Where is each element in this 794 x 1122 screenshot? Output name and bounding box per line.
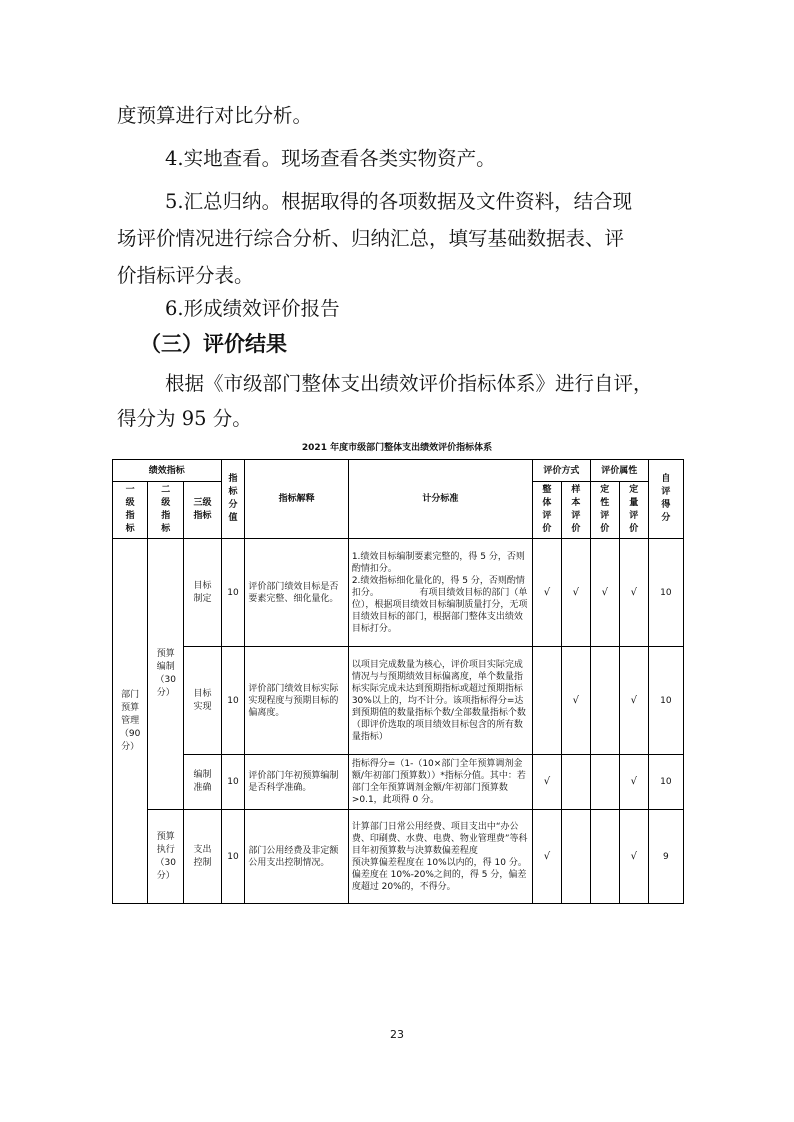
- value-cell: 10: [221, 755, 245, 810]
- check-overall: √: [532, 810, 561, 904]
- check-quantitative: √: [619, 539, 648, 647]
- check-sample: [561, 755, 590, 810]
- header-score-value: 指 标 分 值: [221, 460, 245, 539]
- paragraph-step-5-cont2: 价指标评分表。: [117, 264, 254, 287]
- header-qualitative: 定 性 评 价: [590, 482, 619, 539]
- paragraph-result: 根据《市级部门整体支出绩效评价指标体系》进行自评，: [165, 372, 653, 395]
- evaluation-table: [112, 459, 684, 904]
- check-sample: [561, 810, 590, 904]
- level2-cell-budget-prep: 预算 编制 （30 分）: [148, 539, 184, 810]
- header-eval-attr: 评价属性: [590, 460, 648, 482]
- header-self-score: 自 评 得 分: [648, 460, 683, 539]
- header-criteria: 计分标准: [348, 460, 532, 539]
- criteria-cell: 1.绩效目标编制要素完整的，得 5 分，否则酌情扣分。 2.绩效指标细化量化的，得 5 分，否则酌情扣分。 有项目绩效目标的部门（单位），根据项目绩效目标编制质量打分，无项目绩效目标的部门，根据部门整体支出绩效目标打分。: [348, 539, 532, 647]
- paragraph-step-4: 4.实地查看。现场查看各类实物资产。: [165, 147, 496, 170]
- table-row: [113, 539, 684, 647]
- check-qualitative: [590, 647, 619, 755]
- header-level2: 二 级 指 标: [148, 482, 184, 539]
- criteria-cell: 指标得分=（1-（10×部门全年预算调剂金额/年初部门预算数））*指标分值。其中：若部门全年预算调剂金额/年初部门预算数>0.1，此项得 0 分。: [348, 755, 532, 810]
- criteria-cell: 计算部门日常公用经费、项目支出中“办公费、印刷费、水费、电费、物业管理费”等科目年初预算数与决算数偏差程度 预决算偏差程度在 10%以内的，得 10 分。偏差度在 10%-20%之间的，得 5 分，偏差度超过 20%的，不得分。: [348, 810, 532, 904]
- level3-cell: 目标 制定: [184, 539, 221, 647]
- paragraph-line: 度预算进行对比分析。: [117, 104, 313, 127]
- check-sample: √: [561, 539, 590, 647]
- score-cell: 10: [648, 647, 683, 755]
- explain-cell: 评价部门绩效目标实际实现程度与预期目标的偏离度。: [245, 647, 348, 755]
- explain-cell: 部门公用经费及非定额公用支出控制情况。: [245, 810, 348, 904]
- page-number: 23: [390, 1028, 404, 1041]
- value-cell: 10: [221, 647, 245, 755]
- level2-cell-budget-exec: 预算 执行 （30 分）: [148, 810, 184, 904]
- check-overall: √: [532, 539, 561, 647]
- header-sample: 样 本 评 价: [561, 482, 590, 539]
- value-cell: 10: [221, 539, 245, 647]
- paragraph-step-5-cont: 场评价情况进行综合分析、归纳汇总，填写基础数据表、评: [117, 227, 625, 250]
- table-row: [113, 647, 684, 755]
- explain-cell: 评价部门绩效目标是否要素完整、细化量化。: [245, 539, 348, 647]
- header-level1: 一 级 指 标: [113, 482, 148, 539]
- criteria-cell: 以项目完成数量为核心，评价项目实际完成情况与与预期绩效目标偏离度，单个数量指标实际完成未达到预期指标或超过预期指标 30%以上的，均不计分。该项指标得分=达到预期值的数量指标个数/全部数量指标个数（即评价选取的项目绩效目标包含的所有数量指标）: [348, 647, 532, 755]
- check-quantitative: √: [619, 810, 648, 904]
- paragraph-result-cont: 得分为 95 分。: [117, 407, 252, 430]
- paragraph-step-6: 6.形成绩效评价报告: [165, 297, 340, 320]
- level3-cell: 支出 控制: [184, 810, 221, 904]
- header-explain: 指标解释: [245, 460, 348, 539]
- level3-cell: 目标 实现: [184, 647, 221, 755]
- check-overall: [532, 647, 561, 755]
- paragraph-step-5: 5.汇总归纳。根据取得的各项数据及文件资料，结合现: [165, 190, 633, 213]
- check-quantitative: √: [619, 647, 648, 755]
- table-title: 2021 年度市级部门整体支出绩效评价指标体系: [301, 443, 493, 453]
- header-level3: 三级 指标: [184, 482, 221, 539]
- explain-cell: 评价部门年初预算编制是否科学准确。: [245, 755, 348, 810]
- check-qualitative: [590, 810, 619, 904]
- check-qualitative: [590, 755, 619, 810]
- score-cell: 10: [648, 539, 683, 647]
- header-eval-method: 评价方式: [532, 460, 590, 482]
- table-row: [113, 755, 684, 810]
- header-quantitative: 定 量 评 价: [619, 482, 648, 539]
- score-cell: 9: [648, 810, 683, 904]
- score-cell: 10: [648, 755, 683, 810]
- header-indicators: 绩效指标: [113, 460, 222, 482]
- check-qualitative: √: [590, 539, 619, 647]
- table-row: [113, 810, 684, 904]
- value-cell: 10: [221, 810, 245, 904]
- section-heading: （三）评价结果: [140, 332, 287, 356]
- check-quantitative: √: [619, 755, 648, 810]
- level1-cell: 部门 预算 管理 （90 分）: [113, 539, 148, 904]
- header-overall: 整 体 评 价: [532, 482, 561, 539]
- check-sample: √: [561, 647, 590, 755]
- level3-cell: 编制 准确: [184, 755, 221, 810]
- check-overall: √: [532, 755, 561, 810]
